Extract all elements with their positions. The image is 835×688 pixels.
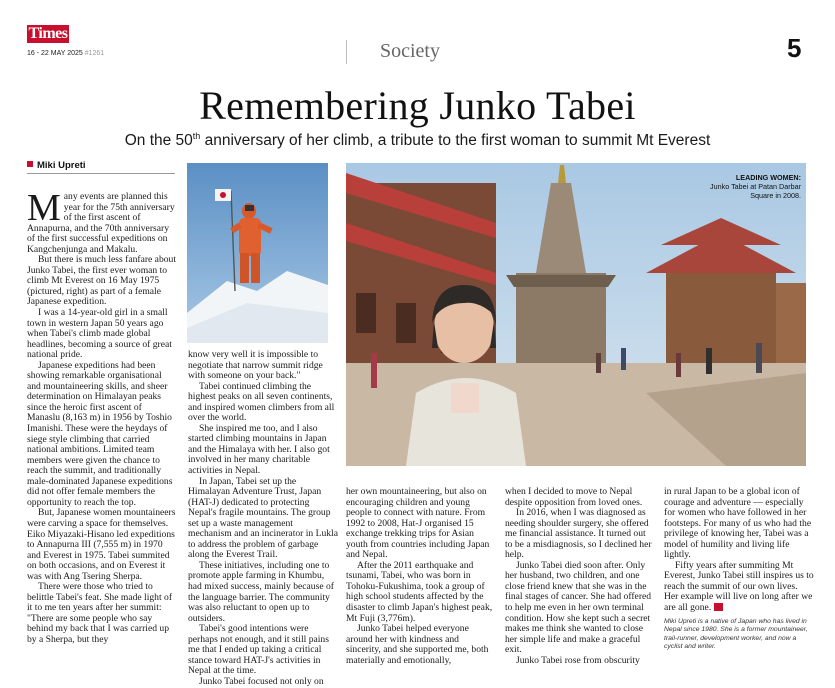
paragraph: in rural Japan to be a global icon of courage and adventure — especially for women who have followed in her footsteps. For many of us who had the privilege of knowing her, Tabei was a model of humility and living life lightly. [664, 486, 812, 561]
paragraph: After the 2011 earthquake and tsunami, Tabei, who was born in Tohoku-Fukushima, took a group of high school students affected by the disaster to climb Japan's highest peak, Mt Fuji (3,776m). [346, 559, 493, 624]
paragraph [664, 561, 814, 614]
paragraph-text: any events are planned this year for the 75th anniversary of the first ascent of Annapurna, and the 70th anniversary of the first successful expeditions on Kangchenjunga and Makalu. [27, 191, 175, 255]
end-mark-icon [714, 603, 723, 611]
article-column-5 [664, 487, 814, 614]
paragraph: know very well it is impossible to negotiate that narrow summit ridge with someone on your back." [188, 349, 323, 382]
issue-date [27, 50, 104, 57]
caption-title: LEADING WOMEN: [735, 173, 801, 182]
subhead-pre: On the 50 [124, 132, 193, 150]
paragraph: In Japan, Tabei set up the Himalayan Adventure Trust, Japan (HAT-J) dedicated to protecting Nepal's fragile mountains. The group set up a waste management mechanism and an incinerator in Lukla to address the problem of garbage along the Everest Trail. [188, 475, 338, 561]
paragraph: These initiatives, including one to promote apple farming in Khumbu, had mixed success, mainly because of the language barrier. The community was also reluctant to open up to outsiders. [188, 559, 334, 624]
article-column-1 [27, 187, 177, 646]
subheadline [0, 131, 835, 150]
paragraph [27, 187, 177, 255]
date-text: 16 - 22 MAY 2025 [27, 50, 83, 57]
paragraph: Junko Tabei rose from obscurity [516, 654, 640, 666]
author-note: Miki Upreti is a native of Japan who has lived in Nepal since 1980. She is a former mountaineer, trail-runner, development worker, and now a cyclist and writer. [664, 618, 808, 651]
paragraph: Junko Tabei helped everyone around her with kindness and sincerity, and she supported me, both materially and emotionally, [346, 623, 489, 666]
paragraph: when I decided to move to Nepal despite opposition from loved ones. [505, 486, 643, 508]
headline: Remembering Junko Tabei [199, 83, 636, 128]
subhead-sup: th [192, 131, 201, 141]
patan-square-photo [346, 163, 806, 466]
summit-illustration [187, 163, 328, 343]
subhead-post: anniversary of her climb, a tribute to the first woman to summit Mt Everest [200, 132, 711, 150]
article-column-3 [346, 487, 496, 666]
drop-cap: M [27, 187, 61, 229]
paragraph: In 2016, when I was diagnosed as needing shoulder surgery, she offered me financial assistance. It turned out to be a misdiagnosis, so I declined her help. [505, 507, 652, 561]
paragraph: Junko Tabei died soon after. Only her husband, two children, and one close friend knew that she was in the final stages of cancer. She had offered to help me even in her own terminal condition. How she kept such a secret makes me think she wanted to close her simple life and make a graceful exit. [505, 559, 652, 656]
paragraph: She inspired me too, and I also started climbing mountains in Japan and the Himalaya with her. I also got involved in her many charitable activities in Nepal. [188, 422, 330, 477]
page-number: 5 [787, 33, 802, 63]
paragraph: But there is much less fanfare about Junko Tabei, the first ever woman to climb Mt Everest on 16 May 1975 (pictured, right) as part of a female Japanese expedition. [27, 254, 176, 308]
times-logo: Times [28, 25, 68, 42]
square-illustration [346, 163, 806, 466]
byline-square-icon [27, 161, 33, 167]
caption-text: Junko Tabei at Patan Darbar Square in 2008. [710, 182, 801, 200]
article-column-4 [505, 487, 655, 666]
issue-number: #1261 [84, 50, 105, 57]
masthead-divider [346, 40, 347, 64]
section-label: Society [380, 40, 440, 62]
byline-name: Miki Upreti [37, 160, 86, 171]
paragraph: Tabei continued climbing the highest peaks on all seven continents, and inspired women climbers from all over the world. [188, 380, 335, 424]
paragraph: I was a 14-year-old girl in a small town in western Japan 50 years ago when Tabei's climb made global headlines, becoming a source of great national pride. [27, 307, 172, 361]
byline [27, 160, 86, 171]
paragraph: Japanese expeditions had been showing remarkable organisational and mountaineering skills, and sheer determination on Himalayan peaks since the heroic first ascent of Manaslu (8,163 m) in 1956 by Toshio Imanishi. These were the heydays of siege style climbing that carried national ambitions. Limited team members were given the chance to reach the summit, and traditionally male-dominated Japanese expeditions did not offer female members the opportunity to reach the top. [27, 359, 173, 508]
everest-summit-photo [187, 163, 328, 343]
photo-caption [686, 173, 801, 200]
paragraph: Tabei's good intentions were perhaps not enough, and it still pains me that I ended up taking a critical stance toward HAT-J's activities in Nepal at the time. [188, 623, 329, 677]
paragraph: her own mountaineering, but also on encouraging children and young people to connect with nature. From 1992 to 2008, Hat-J organised 15 exchange trekking trips for Asian youth from countries including Japan and Nepal. [346, 486, 490, 561]
article-column-2 [188, 350, 338, 688]
paragraph: Junko Tabei focused not only on [199, 675, 324, 687]
paragraph: But, Japanese women mountaineers were carving a space for themselves. Eiko Miyazaki-Hisano led expeditions to Annapurna III (7,555 m) in 1970 and Everest in 1975. Tabei summited on both occasions, and on Everest it was with Ang Tsering Sherpa. [27, 507, 176, 582]
byline-rule [27, 173, 175, 174]
paragraph: There were those who tried to belittle Tabei's feat. She made light of it to me ten years after her summit: "There are some people who say behind my back that I was carried up by a Sherpa, but they [27, 581, 173, 645]
paragraph-text: Fifty years after summiting Mt Everest, Junko Tabei still inspires us to reach the summit of our own lives. Her example will live on long after we are all gone. [664, 559, 814, 614]
